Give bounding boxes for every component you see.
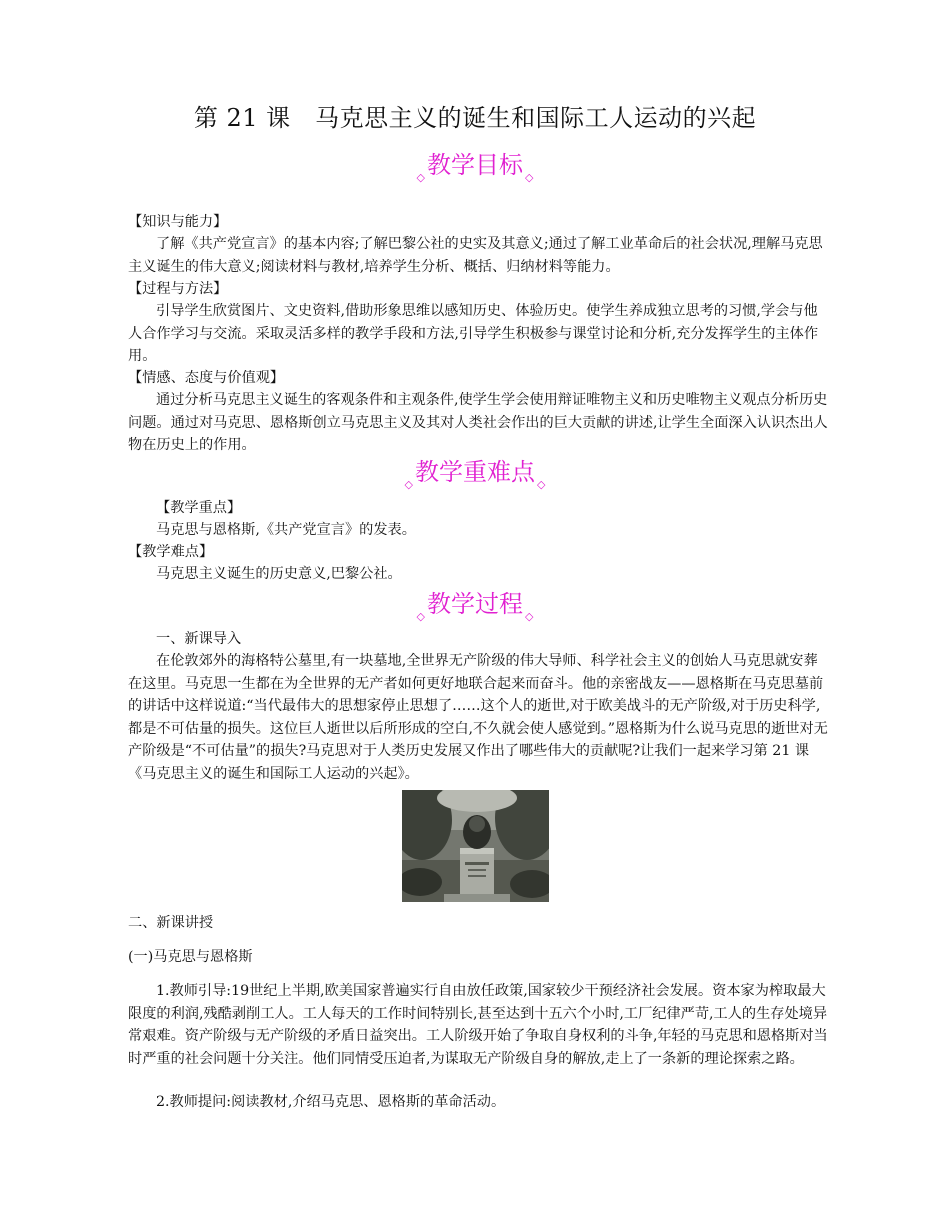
diamond-icon: ◇ <box>525 171 534 184</box>
key-point-text: 马克思与恩格斯,《共产党宣言》的发表。 <box>156 522 416 538</box>
knowledge-paragraph: 了解《共产党宣言》的基本内容;了解巴黎公社的史实及其意义;通过了解工业革命后的社会状况,理解马克思主义诞生的伟大意义;阅读材料与教材,培养学生分析、概括、归纳材料等能力。 <box>128 236 823 275</box>
diamond-icon: ◇ <box>416 610 425 623</box>
marx-tomb-illustration <box>402 790 549 902</box>
teacher-question-paragraph: 2.教师提问:阅读教材,介绍马克思、恩格斯的革命活动。 <box>156 1094 506 1110</box>
teacher-guide-paragraph: 1.教师引导:19世纪上半期,欧美国家普遍实行自由放任政策,国家较少干预经济社会发展。资本家为榨取最大限度的利润,残酷剥削工人。工人每天的工作时间特别长,甚至达到十五六个小时,工厂纪律严苛,工人的生存处境异常艰难。资产阶级与无产阶级的矛盾日益突出。工人阶级开始了争取自身权利的斗争,年轻的马克思和恩格斯对当时严重的社会问题十分关注。他们同情受压迫者,为谋取无产阶级自身的解放,走上了一条新的理论探索之路。 <box>128 983 828 1067</box>
marx-tomb-photo <box>402 790 549 902</box>
section-heading-goals <box>0 145 950 184</box>
section-heading-keypoints <box>0 452 950 491</box>
key-point-label: 【教学重点】 <box>156 500 242 516</box>
lesson-title: 第 21 课 马克思主义的诞生和国际工人运动的兴起 <box>193 104 757 132</box>
marx-engels-subheading: (一)马克思与恩格斯 <box>128 949 253 965</box>
emotion-label: 【情感、态度与价值观】 <box>128 370 285 386</box>
diamond-icon: ◇ <box>416 171 425 184</box>
diamond-icon: ◇ <box>525 610 534 623</box>
intro-paragraph: 在伦敦郊外的海格特公墓里,有一块墓地,全世界无产阶级的伟大导师、科学社会主义的创始人马克思就安葬在这里。马克思一生都在为全世界的无产者如何更好地联合起来而奋斗。他的亲密战友——恩格斯在马克思墓前的讲话中这样说道:“当代最伟大的思想家停止思想了……这个人的逝世,对于欧美战斗的无产阶级,对于历史科学,都是不可估量的损失。这位巨人逝世以后所形成的空白,不久就会使人感觉到。”恩格斯为什么说马克思的逝世对无产阶级是“不可估量”的损失?马克思对于人类历史发展又作出了哪些伟大的贡献呢?让我们一起来学习第 21 课《马克思主义的诞生和国际工人运动的兴起》。 <box>128 653 828 782</box>
difficult-point-text: 马克思主义诞生的历史意义,巴黎公社。 <box>156 566 402 582</box>
diamond-icon: ◇ <box>537 478 546 491</box>
method-paragraph: 引导学生欣赏图片、文史资料,借助形象思维以感知历史、体验历史。使学生养成独立思考的习惯,学会与他人合作学习与交流。采取灵活多样的教学手段和方法,引导学生积极参与课堂讨论和分析,充分发挥学生的主体作用。 <box>128 303 819 364</box>
emotion-paragraph: 通过分析马克思主义诞生的客观条件和主观条件,使学生学会使用辩证唯物主义和历史唯物主义观点分析历史问题。通过对马克思、恩格斯创立马克思主义及其对人类社会作出的巨大贡献的讲述,让学生全面深入认识杰出人物在历史上的作用。 <box>128 392 828 453</box>
section-heading-label: 教学过程 <box>427 590 523 618</box>
section-heading-label: 教学重难点 <box>415 458 535 486</box>
intro-heading: 一、新课导入 <box>156 631 242 647</box>
difficult-point-label: 【教学难点】 <box>128 544 214 560</box>
section-heading-process <box>0 584 950 623</box>
knowledge-label: 【知识与能力】 <box>128 214 228 230</box>
new-lesson-heading: 二、新课讲授 <box>128 915 214 931</box>
method-label: 【过程与方法】 <box>128 281 228 297</box>
section-heading-label: 教学目标 <box>427 151 523 179</box>
diamond-icon: ◇ <box>404 478 413 491</box>
